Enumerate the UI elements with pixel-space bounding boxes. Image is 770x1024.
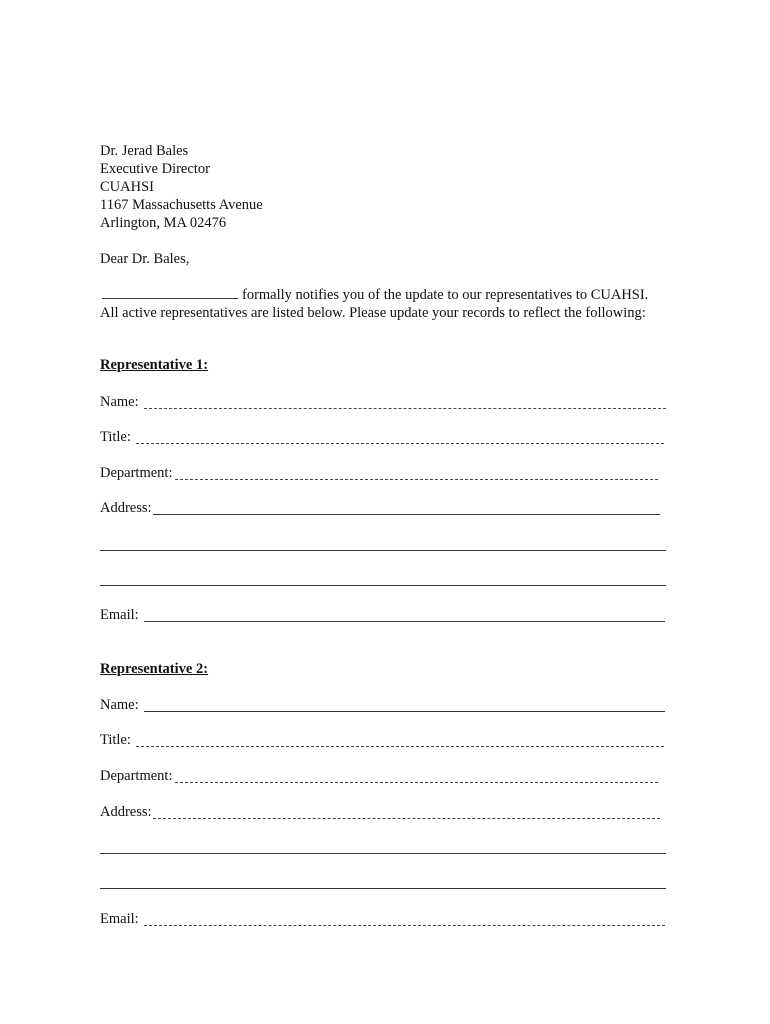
rep2-department-label: Department: bbox=[100, 768, 173, 784]
rep2-address-line-3[interactable] bbox=[100, 888, 666, 889]
recipient-city-state-zip: Arlington, MA 02476 bbox=[100, 215, 227, 231]
recipient-organization: CUAHSI bbox=[100, 179, 154, 195]
rep1-name-line[interactable] bbox=[144, 408, 666, 409]
rep2-address-line-2[interactable] bbox=[100, 853, 666, 854]
recipient-street: 1167 Massachusetts Avenue bbox=[100, 197, 263, 213]
rep1-address-field[interactable] bbox=[100, 499, 660, 517]
rep1-department-field[interactable] bbox=[100, 464, 658, 482]
rep2-name-label: Name: bbox=[100, 697, 139, 713]
rep1-title-line[interactable] bbox=[136, 443, 664, 444]
rep1-address-label: Address: bbox=[100, 500, 152, 516]
rep2-email-field[interactable] bbox=[100, 910, 665, 928]
salutation: Dear Dr. Bales, bbox=[100, 251, 190, 267]
recipient-title: Executive Director bbox=[100, 161, 210, 177]
rep1-email-label: Email: bbox=[100, 607, 139, 623]
rep1-email-line[interactable] bbox=[144, 621, 665, 622]
rep1-department-line[interactable] bbox=[175, 479, 658, 480]
rep1-address-line-3[interactable] bbox=[100, 585, 666, 586]
rep2-name-line[interactable] bbox=[144, 711, 665, 712]
rep1-name-field[interactable] bbox=[100, 393, 666, 411]
representative-2-heading: Representative 2: bbox=[100, 661, 209, 677]
rep2-address-field[interactable] bbox=[100, 803, 660, 821]
representative-1-heading: Representative 1: bbox=[100, 357, 209, 373]
body-line-1 bbox=[102, 286, 648, 304]
rep2-email-label: Email: bbox=[100, 911, 139, 927]
organization-name-blank[interactable] bbox=[102, 286, 238, 299]
rep2-address-label: Address: bbox=[100, 804, 152, 820]
rep2-title-line[interactable] bbox=[136, 746, 664, 747]
body-line-1-text: formally notifies you of the update to our representatives to CUAHSI. bbox=[242, 287, 649, 303]
rep2-address-line[interactable] bbox=[153, 818, 660, 819]
rep2-title-field[interactable] bbox=[100, 731, 664, 749]
rep2-name-field[interactable] bbox=[100, 696, 665, 714]
rep1-address-line-2[interactable] bbox=[100, 550, 666, 551]
recipient-name: Dr. Jerad Bales bbox=[100, 143, 189, 159]
rep1-title-field[interactable] bbox=[100, 428, 664, 446]
rep2-email-line[interactable] bbox=[144, 925, 665, 926]
body-line-2: All active representatives are listed below. Please update your records to reflect the following: bbox=[100, 305, 646, 321]
rep1-email-field[interactable] bbox=[100, 606, 665, 624]
rep1-name-label: Name: bbox=[100, 394, 139, 410]
rep2-department-line[interactable] bbox=[175, 782, 658, 783]
rep2-title-label: Title: bbox=[100, 732, 131, 748]
rep2-department-field[interactable] bbox=[100, 767, 658, 785]
rep1-department-label: Department: bbox=[100, 465, 173, 481]
rep1-title-label: Title: bbox=[100, 429, 131, 445]
rep1-address-line[interactable] bbox=[153, 514, 660, 515]
